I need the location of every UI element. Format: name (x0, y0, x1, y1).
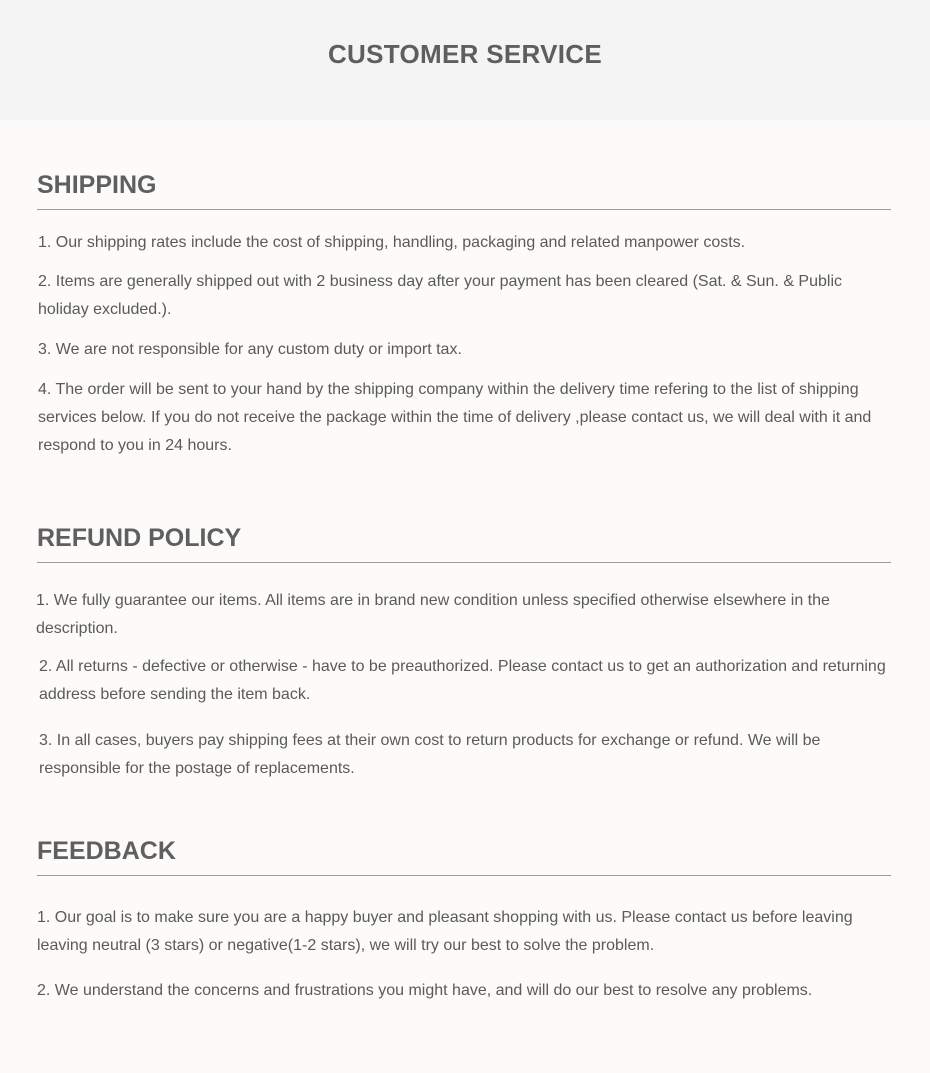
feedback-heading: FEEDBACK (37, 837, 176, 865)
refund-item-2: 2. All returns - defective or otherwise - have to be preauthorized. Please contact us to get an authorization and returning address before sending the item back. (39, 658, 886, 703)
page-title: CUSTOMER SERVICE (327, 38, 602, 69)
shipping-item-1: 1. Our shipping rates include the cost of shipping, handling, packaging and related manpower costs. (38, 234, 746, 251)
shipping-item-3: 3. We are not responsible for any custom duty or import tax. (38, 341, 462, 358)
shipping-heading: SHIPPING (37, 171, 157, 199)
shipping-section (37, 170, 891, 210)
refund-item-1: 1. We fully guarantee our items. All items are in brand new condition unless specified otherwise elsewhere in the description. (36, 592, 830, 637)
refund-item-3: 3. In all cases, buyers pay shipping fees at their own cost to return products for exchange or refund. We will be responsible for the postage of replacements. (39, 732, 821, 777)
refund-divider (37, 562, 891, 563)
shipping-item-2: 2. Items are generally shipped out with 2 business day after your payment has been cleared (Sat. & Sun. & Public holiday excluded.). (38, 273, 843, 318)
feedback-divider (37, 875, 891, 876)
shipping-divider (37, 209, 891, 210)
feedback-section (37, 836, 891, 876)
page-header (0, 0, 930, 120)
refund-section (37, 523, 891, 563)
refund-heading: REFUND POLICY (37, 524, 242, 552)
shipping-item-4: 4. The order will be sent to your hand by the shipping company within the delivery time refering to the list of shipping services below. If you do not receive the package within the time of delivery ,please contact us, we will deal with it and respond to you in 24 hours. (38, 381, 872, 454)
feedback-item-1: 1. Our goal is to make sure you are a happy buyer and pleasant shopping with us. Please contact us before leaving leaving neutral (3 stars) or negative(1-2 stars), we will try our best to solve the problem. (37, 909, 853, 954)
feedback-item-2: 2. We understand the concerns and frustrations you might have, and will do our best to resolve any problems. (37, 982, 813, 999)
